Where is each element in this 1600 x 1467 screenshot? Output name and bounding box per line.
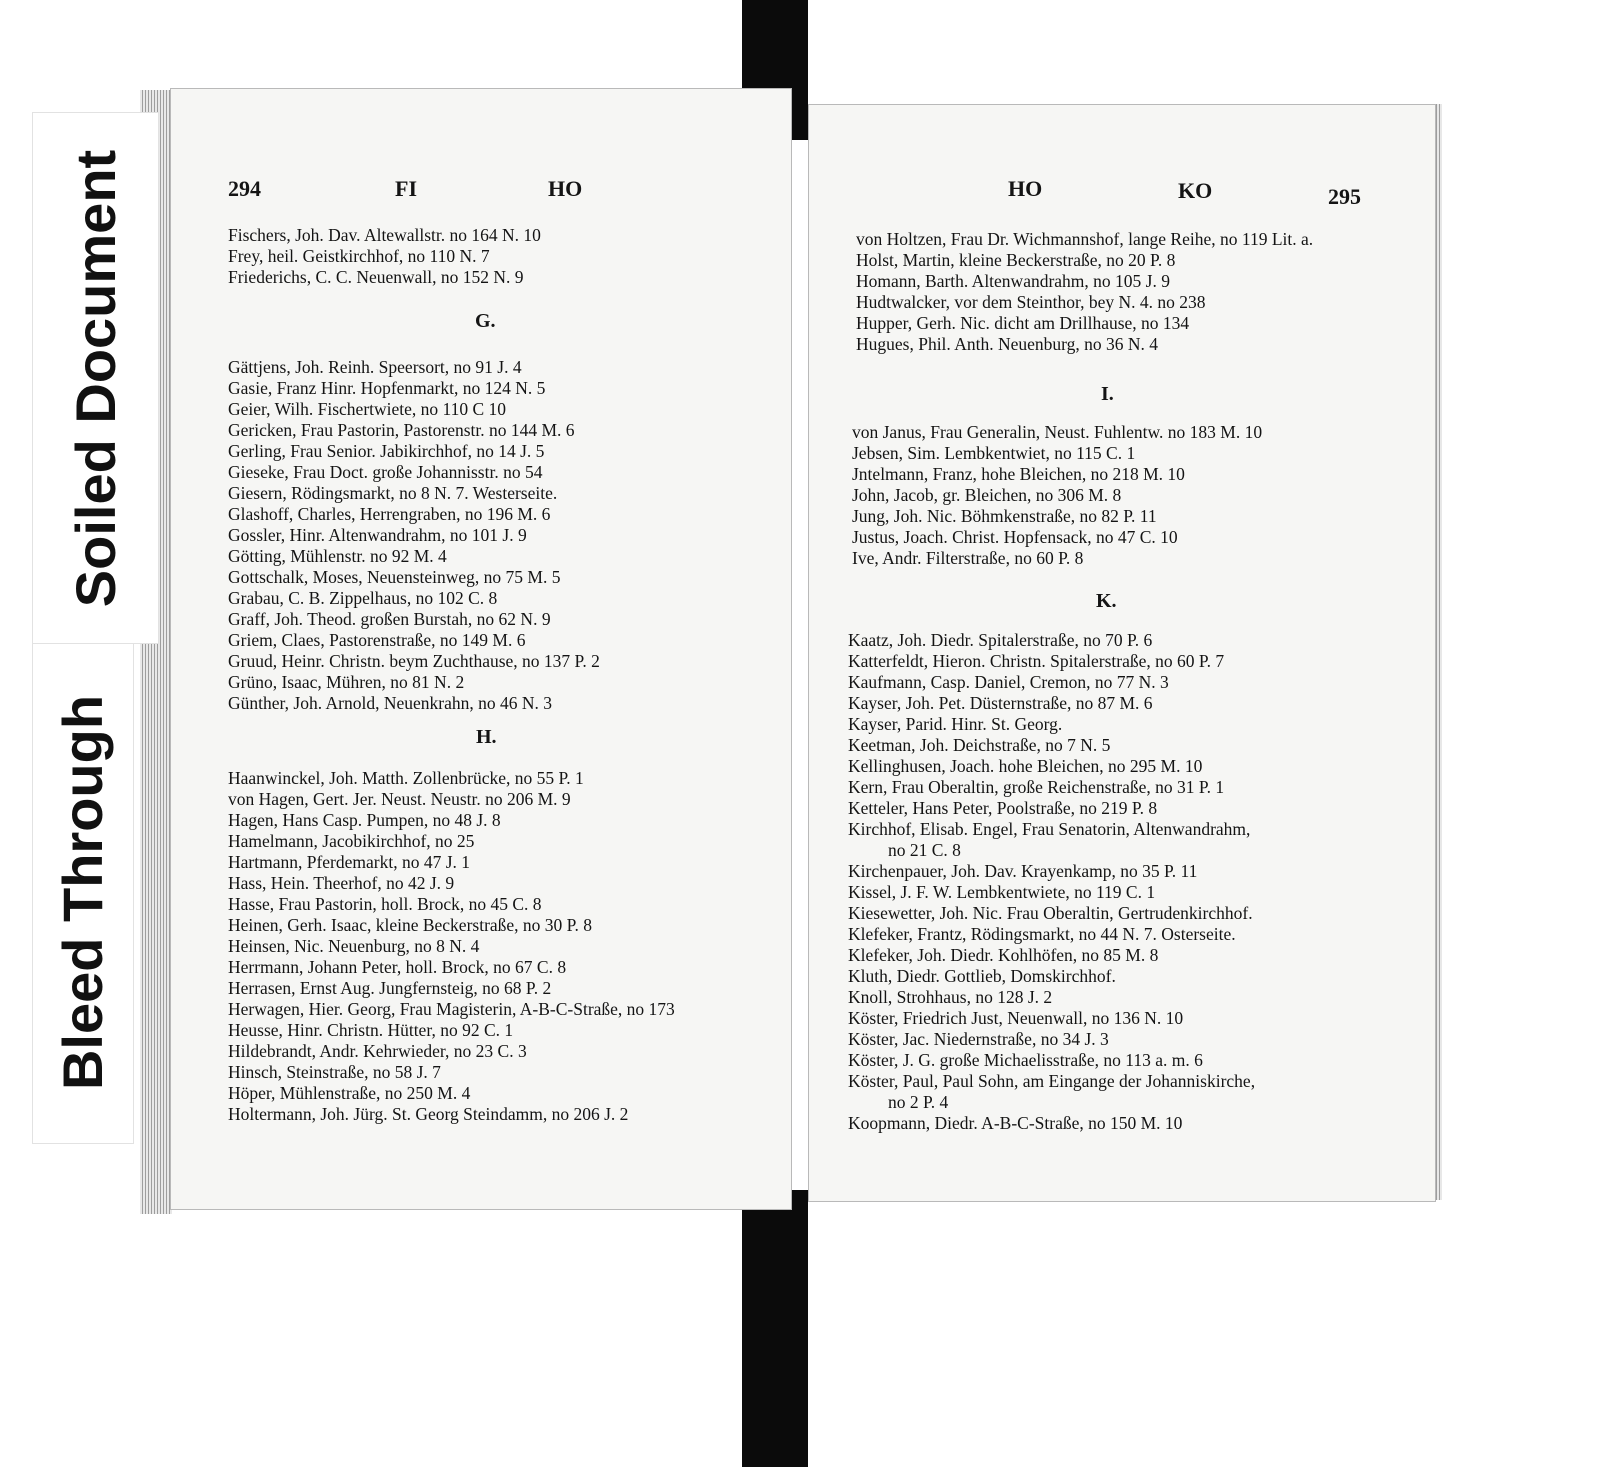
- entry-ho-5: Hugues, Phil. Anth. Neuenburg, no 36 N. 4: [856, 334, 1159, 354]
- entry-g-14: Gruud, Heinr. Christn. beym Zuchthause, no 137 P. 2: [228, 651, 600, 671]
- entry-g-6: Giesern, Rödingsmarkt, no 8 N. 7. Westerseite.: [228, 483, 558, 503]
- entry-k-19: Köster, Jac. Niedernstraße, no 34 J. 3: [848, 1029, 1109, 1049]
- entry-k-4: Kayser, Parid. Hinr. St. Georg.: [848, 714, 1063, 734]
- label-soiled-document-text: Soiled Document: [64, 149, 128, 607]
- entry-k-17: Knoll, Strohhaus, no 128 J. 2: [848, 987, 1053, 1007]
- entry-k-23: Koopmann, Diedr. A-B-C-Straße, no 150 M. 10: [848, 1113, 1183, 1133]
- entry-h-6: Hasse, Frau Pastorin, holl. Brock, no 45 C. 8: [228, 894, 542, 914]
- section-g: G.: [475, 310, 496, 332]
- entry-g-8: Gossler, Hinr. Altenwandrahm, no 101 J. 9: [228, 525, 527, 545]
- entry-i-1: Jebsen, Sim. Lembkentwiet, no 115 C. 1: [852, 443, 1136, 463]
- right-page-number: 295: [1328, 184, 1361, 209]
- entry-k-12: Kissel, J. F. W. Lembkentwiete, no 119 C. 1: [848, 882, 1156, 902]
- entry-h-2: Hagen, Hans Casp. Pumpen, no 48 J. 8: [228, 810, 501, 830]
- entry-k-1: Katterfeldt, Hieron. Christn. Spitalerstraße, no 60 P. 7: [848, 651, 1225, 671]
- entry-h-5: Hass, Hein. Theerhof, no 42 J. 9: [228, 873, 455, 893]
- entry-k-11: Kirchenpauer, Joh. Dav. Krayenkamp, no 35 P. 11: [848, 861, 1198, 881]
- entry-g-2: Geier, Wilh. Fischertwiete, no 110 C 10: [228, 399, 507, 419]
- entry-h-7: Heinen, Gerh. Isaac, kleine Beckerstraße, no 30 P. 8: [228, 915, 592, 935]
- section-h: H.: [476, 726, 497, 748]
- entry-g-9: Götting, Mühlenstr. no 92 M. 4: [228, 546, 447, 566]
- entry-h-10: Herrasen, Ernst Aug. Jungfernsteig, no 68 P. 2: [228, 978, 552, 998]
- entry-ho-4: Hupper, Gerh. Nic. dicht am Drillhause, no 134: [856, 313, 1190, 333]
- entry-h-8: Heinsen, Nic. Neuenburg, no 8 N. 4: [228, 936, 480, 956]
- entry-g-4: Gerling, Frau Senior. Jabikirchhof, no 14 J. 5: [228, 441, 545, 461]
- entry-h-14: Hinsch, Steinstraße, no 58 J. 7: [228, 1062, 441, 1082]
- entry-g-7: Glashoff, Charles, Herrengraben, no 196 M. 6: [228, 504, 551, 524]
- entry-h-3: Hamelmann, Jacobikirchhof, no 25: [228, 831, 475, 851]
- entry-k-5: Keetman, Joh. Deichstraße, no 7 N. 5: [848, 735, 1111, 755]
- entry-h-4: Hartmann, Pferdemarkt, no 47 J. 1: [228, 852, 471, 872]
- entry-g-3: Gericken, Frau Pastorin, Pastorenstr. no 144 M. 6: [228, 420, 575, 440]
- entry-i-5: Justus, Joach. Christ. Hopfensack, no 47 C. 10: [852, 527, 1178, 547]
- entry-k-13: Kiesewetter, Joh. Nic. Frau Oberaltin, Gertrudenkirchhof.: [848, 903, 1253, 923]
- label-bleed-through-text: Bleed Through: [51, 694, 115, 1090]
- right-header-left: HO: [1008, 176, 1043, 201]
- entry-f-0: Fischers, Joh. Dav. Altewallstr. no 164 N. 10: [228, 225, 541, 245]
- entry-k-9: Kirchhof, Elisab. Engel, Frau Senatorin, Altenwandrahm,: [848, 819, 1251, 839]
- entry-k-0: Kaatz, Joh. Diedr. Spitalerstraße, no 70 P. 6: [848, 630, 1153, 650]
- section-i: I.: [1101, 383, 1114, 405]
- entry-g-13: Griem, Claes, Pastorenstraße, no 149 M. 6: [228, 630, 526, 650]
- entry-h-12: Heusse, Hinr. Christn. Hütter, no 92 C. 1: [228, 1020, 514, 1040]
- entry-g-15: Grüno, Isaac, Mühren, no 81 N. 2: [228, 672, 465, 692]
- entry-h-1: von Hagen, Gert. Jer. Neust. Neustr. no 206 M. 9: [228, 789, 571, 809]
- entry-k-2: Kaufmann, Casp. Daniel, Cremon, no 77 N. 3: [848, 672, 1169, 692]
- entry-h-16: Holtermann, Joh. Jürg. St. Georg Steindamm, no 206 J. 2: [228, 1104, 629, 1124]
- entry-k-16: Kluth, Diedr. Gottlieb, Domskirchhof.: [848, 966, 1116, 986]
- entry-h-0: Haanwinckel, Joh. Matth. Zollenbrücke, no 55 P. 1: [228, 768, 584, 788]
- entry-g-16: Günther, Joh. Arnold, Neuenkrahn, no 46 N. 3: [228, 693, 552, 713]
- entry-ho-0: von Holtzen, Frau Dr. Wichmannshof, lange Reihe, no 119 Lit. a.: [856, 229, 1314, 249]
- entry-g-1: Gasie, Franz Hinr. Hopfenmarkt, no 124 N. 5: [228, 378, 546, 398]
- entry-i-4: Jung, Joh. Nic. Böhmkenstraße, no 82 P. 11: [852, 506, 1157, 526]
- entry-k-14: Klefeker, Frantz, Rödingsmarkt, no 44 N. 7. Osterseite.: [848, 924, 1236, 944]
- entry-ho-3: Hudtwalcker, vor dem Steinthor, bey N. 4. no 238: [856, 292, 1206, 312]
- entry-i-3: John, Jacob, gr. Bleichen, no 306 M. 8: [852, 485, 1122, 505]
- section-k: K.: [1096, 590, 1117, 612]
- entry-k-6: Kellinghusen, Joach. hohe Bleichen, no 295 M. 10: [848, 756, 1203, 776]
- left-header-right: HO: [548, 176, 583, 201]
- entry-h-9: Herrmann, Johann Peter, holl. Brock, no 67 C. 8: [228, 957, 567, 977]
- entry-k-3: Kayser, Joh. Pet. Düsternstraße, no 87 M. 6: [848, 693, 1153, 713]
- entry-h-13: Hildebrandt, Andr. Kehrwieder, no 23 C. 3: [228, 1041, 527, 1061]
- label-bleed-through: [32, 640, 134, 1144]
- entry-k-7: Kern, Frau Oberaltin, große Reichenstraße, no 31 P. 1: [848, 777, 1225, 797]
- entry-g-0: Gättjens, Joh. Reinh. Speersort, no 91 J. 4: [228, 357, 522, 377]
- entry-g-11: Grabau, C. B. Zippelhaus, no 102 C. 8: [228, 588, 498, 608]
- left-header-left: FI: [395, 176, 417, 201]
- entry-h-15: Höper, Mühlenstraße, no 250 M. 4: [228, 1083, 471, 1103]
- entry-k-21: Köster, Paul, Paul Sohn, am Eingange der Johanniskirche,: [848, 1071, 1256, 1091]
- entry-ho-2: Homann, Barth. Altenwandrahm, no 105 J. 9: [856, 271, 1170, 291]
- entry-i-6: Ive, Andr. Filterstraße, no 60 P. 8: [852, 548, 1084, 568]
- right-header-right: KO: [1178, 178, 1213, 203]
- entry-ho-1: Holst, Martin, kleine Beckerstraße, no 20 P. 8: [856, 250, 1176, 270]
- entry-i-0: von Janus, Frau Generalin, Neust. Fuhlentw. no 183 M. 10: [852, 422, 1263, 442]
- entry-h-11: Herwagen, Hier. Georg, Frau Magisterin, A-B-C-Straße, no 173: [228, 999, 675, 1019]
- entry-f-2: Friederichs, C. C. Neuenwall, no 152 N. 9: [228, 267, 524, 287]
- entry-g-10: Gottschalk, Moses, Neuensteinweg, no 75 M. 5: [228, 567, 561, 587]
- entry-k-22: no 2 P. 4: [888, 1092, 949, 1112]
- entry-f-1: Frey, heil. Geistkirchhof, no 110 N. 7: [228, 246, 490, 266]
- entry-g-12: Graff, Joh. Theod. großen Burstah, no 62 N. 9: [228, 609, 551, 629]
- entry-k-20: Köster, J. G. große Michaelisstraße, no 113 a. m. 6: [848, 1050, 1203, 1070]
- entry-k-15: Klefeker, Joh. Diedr. Kohlhöfen, no 85 M. 8: [848, 945, 1159, 965]
- left-page-number: 294: [228, 176, 261, 201]
- entry-i-2: Jntelmann, Franz, hohe Bleichen, no 218 M. 10: [852, 464, 1185, 484]
- entry-g-5: Gieseke, Frau Doct. große Johannisstr. no 54: [228, 462, 543, 482]
- entry-k-8: Ketteler, Hans Peter, Poolstraße, no 219 P. 8: [848, 798, 1158, 818]
- label-soiled-document: [32, 112, 159, 644]
- gutter-strip-bottom: [742, 1190, 808, 1467]
- entry-k-10: no 21 C. 8: [888, 840, 961, 860]
- entry-k-18: Köster, Friedrich Just, Neuenwall, no 136 N. 10: [848, 1008, 1184, 1028]
